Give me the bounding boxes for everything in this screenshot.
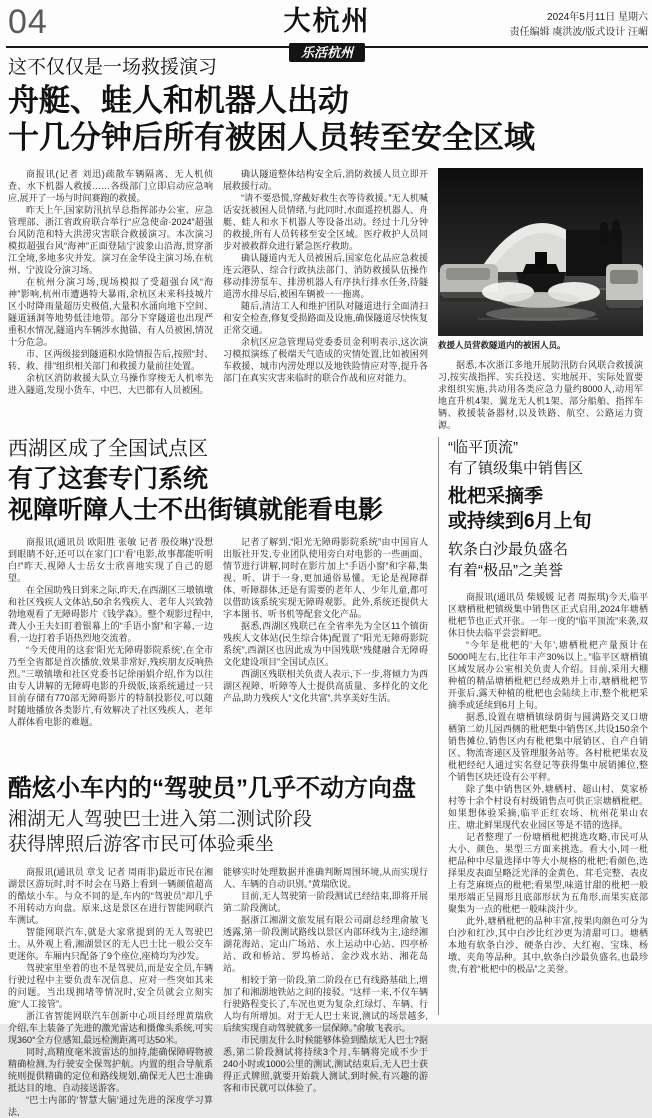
article4-column-2 xyxy=(223,866,428,1093)
article1-column-3-text: 据悉,本次浙江多地开展防汛防台风联合救援演习,按实战指挥、实兵投送、实地展开、实际处置要求组织实施,共动用各类应急力量约8000人,动用军地直升机4架、翼龙无人机1架、部分船舶、指挥车辆、救援装备器材,以及铁路、航空、公路运力资源。 xyxy=(438,360,643,430)
rescue-photo-graphic xyxy=(438,168,643,336)
article1-headline-1: 舟艇、蛙人和机器人出动 xyxy=(8,83,349,118)
photo-caption: 救援人员营救隧道内的被困人员。 xyxy=(438,340,566,350)
article2-headline-1: 有了这套专门系统 xyxy=(8,465,209,493)
article3-headline-1: 枇杷采摘季 xyxy=(448,486,544,507)
article2-kicker: 西湖区成了全国试点区 xyxy=(8,438,208,460)
lower-left-section xyxy=(8,437,432,1117)
article-rescue-drill xyxy=(8,56,648,430)
article4-headline: 酷炫小车内的“驾驶员”几乎不动方向盘 xyxy=(8,775,416,802)
article4-column-2-rest: 目前,无人驾驶第一阶段测试已经结束,即将开展第二阶段测试。 据浙江湘湖文旅发展有限公司副总经理俞敏飞透露,第一阶段测试路线以景区内部环线为主,途经湘湖花海站、定山广场站、水上运动中心站、四亭桥站、政和桥站、罗坞桥站、金沙戏水站、湘花岛站。 相较于第一阶段,第二阶段在已有线路基础上,增加了和湘湖地铁站之间的接驳。“这样一来,不仅车辆行驶路程变长了,车况也更为复杂,红绿灯、车辆、行人均有所增加。对于无人巴士来说,测试的场景越多,后续实现自动驾驶就多一层保障。”俞敏飞表示。 市民朋友什么时候能够体验到酷炫无人巴士?据悉,第二阶段测试将持续3个月,车辆将完成不少于240小时或1000公里的测试,测试结束后,无人巴士获得正式牌照,就要开始载人测试,到时候,有兴趣的游客和市民就可以体验了。 xyxy=(223,891,428,1093)
article-loquat-season xyxy=(448,437,648,1021)
article4-continuation: 能够实时处理数据并准确判断周围环境,从而实现行人、车辆的自动识别。”黄瑞欣说。 xyxy=(223,867,428,889)
section-title: 大杭州 xyxy=(283,6,371,36)
column-divider xyxy=(438,437,439,1015)
article3-kicker-2: 有了镇级集中销售区 xyxy=(448,460,584,477)
article-driverless-bus xyxy=(8,774,432,1117)
article1-headline-2: 十几分钟后所有被困人员转至安全区域 xyxy=(8,120,535,155)
page-number: 04 xyxy=(8,3,48,41)
article2-column-2: 记者了解到,“阳光无障碍影院系统”由中国盲人出版社开发,专业团队使用旁白对电影的一些画面、情节进行讲解,同时在影片加上“手语小窗”和字幕,集视、听、讲于一身,更加通俗易懂。无论是视障群体、听障群体,还是有需要的老年人、少年儿童,都可以借助该系统实现无障碍观影。此外,系统还提供大字本图书、听书机等配套文化产品。 据悉,西湖区残联已在全省率先为全区11个镇街残疾人文体站(民生综合体)配置了“阳光无障碍影院系统”,西湖区也因此成为中国残联“残健融合无障碍文化建设项目”全国试点区。 西湖区残联相关负责人表示,下一步,将倾力为西湖区视障、听障等人士提供高质量、多样化的文化产品,助力残疾人“文化共富”,共享美好生活。 xyxy=(223,537,428,703)
article1-column-2: 确认隧道整体结构安全后,消防救援人员立即开展救援行动。 “请不要恐慌,穿戴好救生衣等待救援。”无人机喊话安抚被困人员情绪,与此同时,水面遥控机器人、舟艇、蛙人和水下机器人等设备出动。经过十几分钟的救援,所有人员转移至安全区域。医疗救护人员同步对被救群众进行紧急医疗救助。 确认隧道内无人员被困后,国家危化品应急救援连云港队、综合行政执法部门、消防救援队伍操作移动排涝泵车、排涝机器人有序执行排水任务,待隧道涝水排尽后,被困车辆被一一拖离。 随后,清洁工人和维护团队对隧道进行全面清扫和安全检查,修复受损路面及设施,确保隧道尽快恢复正常交通。 余杭区应急管理局党委委员金利明表示,这次演习模拟演练了极端天气造成的灾情处置,比如被困列车救援、城市内涝处理以及地铁险情应对等,提升各部门在真实灾害来临时的联合作战和应对能力。 xyxy=(223,169,428,383)
masthead xyxy=(284,4,371,38)
masthead-calligraphy-logo: 乐活杭州 xyxy=(289,43,365,62)
article3-body: 商报讯(通讯员 柴媛媛 记者 周振琪)今天,临平区塘栖枇杷镇级集中销售区正式启用,2024年塘栖枇杷节也正式开张。一年一度的“临平顶流”来袭,双休日快去临平尝尝鲜吧。 “今年是枇杷的‘大年’,塘栖枇杷产量预计在5000吨左右,比往年丰产30%以上。”临平区塘栖镇区域发展办公室相关负责人介绍。目前,采用大棚种植的精品塘栖枇杷已经成熟并上市,塘栖枇杷节开张后,露天种植的枇杷也会陆续上市,整个枇杷采摘季或延续到6月上旬。 据悉,设置在塘栖镇绿荫街与圆满路交叉口塘栖第二幼儿园西侧的枇杷集中销售区,共设150余个销售摊位,销售区内有枇杷集中展销区、自产自销区、物流寄递区及管理服务站等。各村枇杷果农及枇杷经纪人通过实名登记等获得集中展销摊位,整个销售区块还设有公平秤。 除了集中销售区外,塘栖村、超山村、莫家桥村等十余个村设有村级销售点可供正宗塘栖枇杷。如果想体验采摘,临平正红农场、杭州花果山农庄、塘北鲜果现代农业园区等是不错的选择。 记者整理了一份塘栖枇杷挑选攻略,市民可从大小、颜色、果型三方面来挑选。看大小,同一枇杷品种中尽量选择中等大小规格的枇杷;看颜色,选择果皮表面呈略泛光泽的金黄色、茸毛完整、表皮上有芝麻斑点的枇杷;看果型,味道甘甜的枇杷一般果形端正呈圆形且底部形状为五角形,而果实底部聚集为一点的枇杷一般味淡汁少。 此外,塘栖枇杷的品种丰富,按果肉颜色可分为白沙和红沙,其中白沙比红沙更为清甜可口。塘栖本地有软条白沙、硬条白沙、大红袍、宝珠、杨墩、夹角等品种。其中,软条白沙最负盛名,也最珍贵,有着“枇杷中的极品”之美誉。 xyxy=(448,592,648,974)
article3-subhead-2: 有着“极品”之美誉 xyxy=(448,562,563,579)
rescue-photo xyxy=(438,168,643,336)
article2-column-1: 商报讯(通讯员 欧阳胜 张敏 记者 殷佼琳)“没想到眼睛不好,还可以在家门口‘看’电影,故事都能听明白!”昨天,视障人士岳女士欣喜地实现了自己的愿望。 在全国助残日到来之际,昨天,在西湖区三墩镇墩和社区残疾人文体站,50余名残疾人、老年人兴致勃勃地观看了无障碍影片《钱学森》。整个观影过程中,聋人小王夫妇盯着银幕上的“手语小窗”和字幕,一边看,一边打着手语热烈地交流着。 “今天使用的这套‘阳光无障碍影院系统’,在全市乃至全省都是首次播放,效果非常好,残疾朋友反响热烈。”三墩镇墩和社区党委书记徐丽娟介绍,作为以往由专人讲解的无障碍电影的升级版,该系统通过一只目前存储有770部无障碍影片的特制投影仪,可以随时随地播放各类影片,有效解决了社区残疾人、老年人群体看电影的难题。 xyxy=(8,537,214,727)
article-barrier-free-cinema xyxy=(8,437,432,760)
article3-subhead-1: 软条白沙最负盛名 xyxy=(448,541,569,558)
article4-subhead-2: 获得牌照后游客市民可体验乘坐 xyxy=(8,834,275,855)
article1-columns xyxy=(8,168,648,430)
editors-line: 责任编辑 虞洪波/版式设计 汪嵋 xyxy=(509,27,648,38)
article4-columns xyxy=(8,866,432,1117)
article1-kicker: 这不仅仅是一场救援演习 xyxy=(8,57,218,78)
header-meta xyxy=(510,10,648,40)
article4-subhead-1: 湘湖无人驾驶巴士进入第二测试阶段 xyxy=(8,809,313,830)
article2-headline-2: 视障听障人士不出街镇就能看电影 xyxy=(8,496,384,524)
article4-column-1: 商报讯(通讯员 章戈 记者 周雨非)最近市民在湘湖景区游玩时,时不时会在马路上看到一辆颜值超高的酷炫小车。与众不同的是,车内的“驾驶员”却几乎不用转动方向盘。原来,这是景区在进行智能网联汽车测试。 智能网联汽车,就是大家常提到的无人驾驶巴士。从外观上看,湘湖景区的无人巴士比一般公交车更迷你。车厢内只配备了9个座位,座椅均为沙发。 驾驶室里坐着的也不是驾驶员,而是安全员,车辆行驶过程中主要负责车况信息、应对一些突如其来的问题。当出现拥堵等情况时,安全员就会立刻实施“人工接管”。 浙江省智能网联汽车创新中心项目经理黄瑞欣介绍,车上装备了先进的激光雷达和摄像头系统,可实现360°全方位感知,最远检测距离可达50米。 同时,高精度毫米波雷达的加持,能确保障碍物被精确检测,为行驶安全保驾护航。内置的组合导航系统则提供精确的定位和路线规划,确保无人巴士准确抵达目的地、自动接送游客。 “巴士内部的‘智慧大脑’通过先进的深度学习算法, xyxy=(8,867,213,1117)
article3-kicker-1: “临平顶流” xyxy=(448,439,518,456)
page-header xyxy=(6,3,648,60)
article1-column-1: 商报讯(记者 刘迅)疏散车辆隔离、无人机侦查、水下机器人救援……各级部门立即启动应急响应,展开了一场与时间赛跑的救援。 昨天上午,国家防汛抗旱总指挥部办公室、应急管理部、浙江省政府联合举行“应急使命·2024”超强台风防范和特大洪涝灾害联合救援演习。本次演习模拟超强台风“海神”正面登陆宁波象山沿海,贯穿浙江全境,多地多灾并发。演习在金华设主演习场,在杭州、宁波设分演习场。 在杭州分演习场,现场模拟了受超强台风“海神”影响,杭州市遭遇特大暴雨,余杭区未来科技城片区小时降雨量超历史极值,大量积水涌向地下空间、隧道涵洞等地势低洼地带。部分下穿隧道也出现严重积水情况,隧道内车辆涉水抛锚、有人员被困,情况十分危急。 市、区两级接到隧道积水险情报告后,按照“封、转、救、排”组织相关部门和救援力量前往处置。 余杭区消防救援大队立马操作穿梭无人机率先进入隧道,发现小货车、中巴、大巴都有人员被困。 xyxy=(8,169,213,395)
article2-columns xyxy=(8,536,432,760)
issue-date: 2024年5月11日 星期六 xyxy=(547,12,648,23)
article3-headline-2: 或持续到6月上旬 xyxy=(448,511,592,532)
article1-column-3 xyxy=(438,168,643,430)
